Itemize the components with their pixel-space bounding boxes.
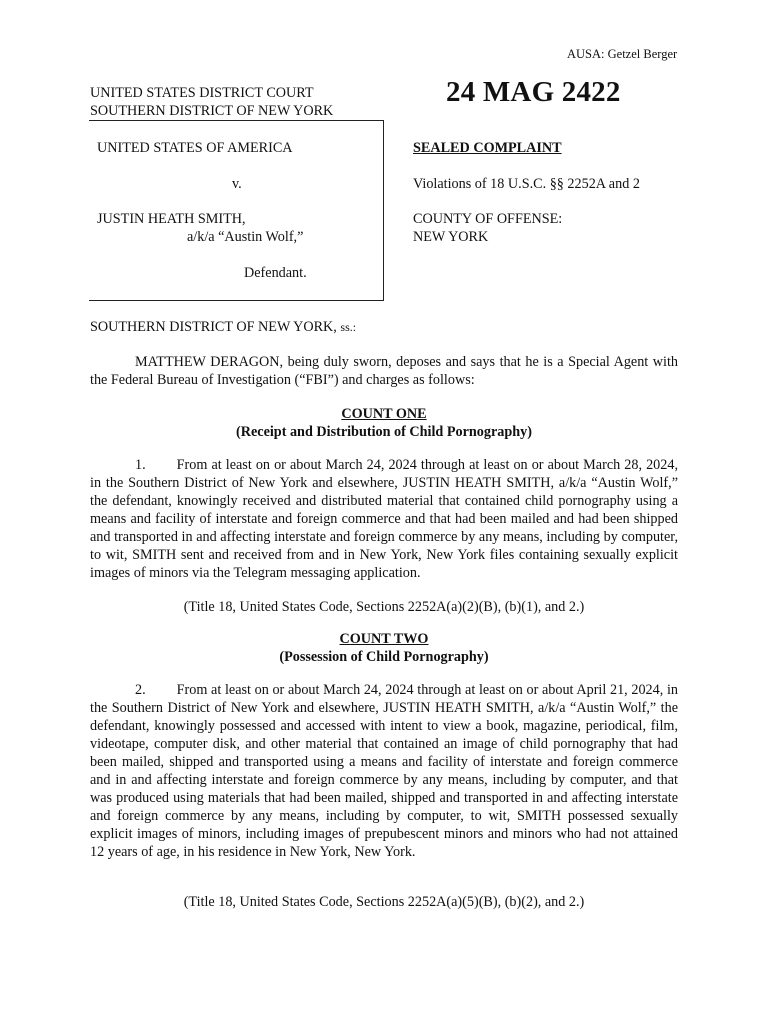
ausa-line: AUSA: Getzel Berger	[567, 47, 678, 61]
venue-district: SOUTHERN DISTRICT OF NEW YORK,	[90, 319, 337, 335]
count-one-heading	[90, 405, 678, 441]
count-one-subtitle: (Receipt and Distribution of Child Pornography)	[236, 424, 532, 440]
docket-number: 24 MAG 2422	[446, 76, 621, 108]
court-heading	[90, 84, 333, 120]
count-two-number: 2.	[135, 682, 146, 698]
count-one-text: From at least on or about March 24, 2024 through at least on or about March 28, 2024, in the Southern District of New York and elsewhere, JUSTIN HEATH SMITH, a/k/a “Austin Wolf,” the defendant, knowingly received and distributed material that contained child pornography using a means and facility of interstate and foreign commerce and that had been mailed and had been shipped and transported in and affecting interstate and foreign commerce by any means, including by computer, to wit, SMITH sent and received from and in New York, New York files containing sexually explicit images of minors via the Telegram messaging application.	[90, 457, 678, 581]
caption-defendant-label: Defendant.	[244, 265, 307, 281]
intro-paragraph	[90, 353, 678, 389]
count-one-number: 1.	[135, 457, 146, 473]
count-two-heading	[90, 630, 678, 666]
venue-line	[90, 318, 356, 336]
intro-text: MATTHEW DERAGON, being duly sworn, deposes and says that he is a Special Agent with the Federal Bureau of Investigation (“FBI”) and charges as follows:	[90, 354, 678, 388]
court-line-2: SOUTHERN DISTRICT OF NEW YORK	[90, 103, 334, 119]
complaint-type: SEALED COMPLAINT	[413, 140, 562, 156]
count-one-citation: (Title 18, United States Code, Sections 2252A(a)(2)(B), (b)(1), and 2.)	[183, 599, 585, 615]
count-one-title: COUNT ONE	[341, 406, 427, 422]
venue-ss: ss.:	[340, 320, 357, 334]
caption-defendant-name: JUSTIN HEATH SMITH,	[97, 211, 246, 227]
caption-plaintiff: UNITED STATES OF AMERICA	[97, 140, 293, 156]
caption-defendant-aka: a/k/a “Austin Wolf,”	[187, 229, 304, 245]
count-two-citation: (Title 18, United States Code, Sections 2252A(a)(5)(B), (b)(2), and 2.)	[183, 894, 585, 910]
count-two-title: COUNT TWO	[339, 631, 429, 647]
caption-versus: v.	[232, 176, 242, 192]
county-label: COUNTY OF OFFENSE:	[413, 211, 563, 227]
court-line-1: UNITED STATES DISTRICT COURT	[90, 85, 314, 101]
complaint-violations: Violations of 18 U.S.C. §§ 2252A and 2	[413, 176, 640, 192]
count-two-paragraph	[90, 681, 678, 861]
count-one-paragraph	[90, 456, 678, 582]
county-value: NEW YORK	[413, 229, 489, 245]
count-two-subtitle: (Possession of Child Pornography)	[279, 649, 489, 665]
count-two-text: From at least on or about March 24, 2024 through at least on or about April 21, 2024, in the Southern District of New York and elsewhere, JUSTIN HEATH SMITH, a/k/a “Austin Wolf,” the defendant, knowingly possessed and accessed with intent to view a book, magazine, periodical, film, videotape, computer disk, and other material that contained an image of child pornography that had been mailed, shipped and transported using a means and facility of interstate and foreign commerce and in and affecting interstate and foreign commerce by any means, including by computer, and that was produced using materials that had been mailed, shipped and transported in and affecting interstate and foreign commerce by any means, including by computer, to wit, SMITH possessed sexually explicit images of minors, including images of prepubescent minors and minors who had not attained 12 years of age, in his residence in New York, New York.	[90, 682, 678, 860]
